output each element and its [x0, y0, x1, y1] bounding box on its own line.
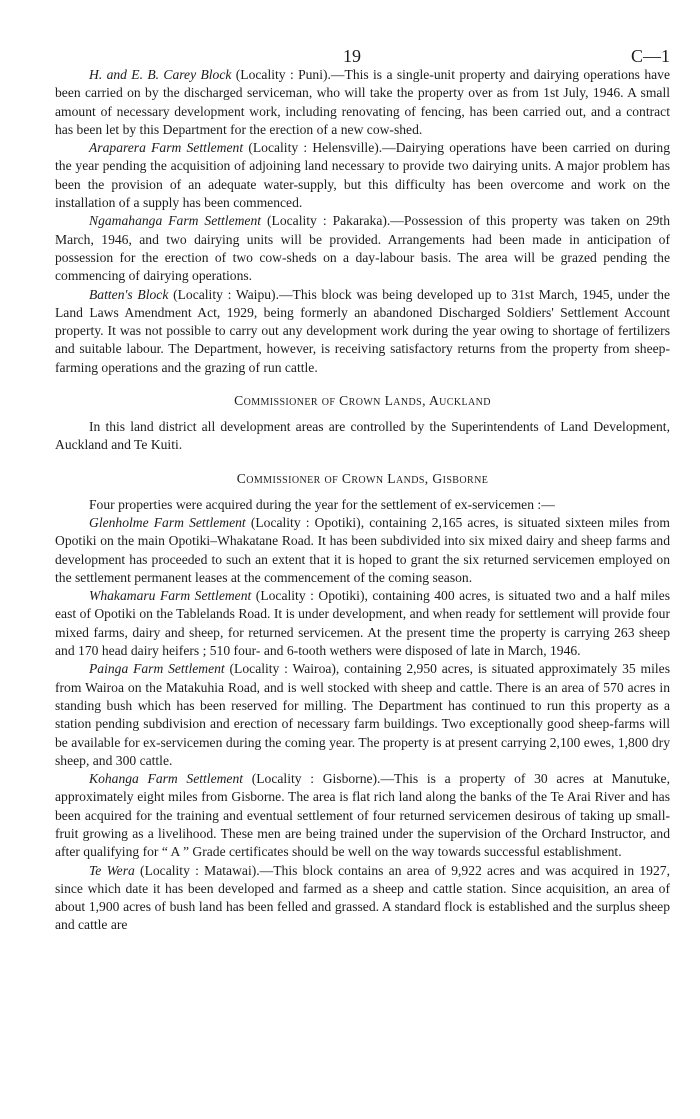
- paragraph-title: Whakamaru Farm Settlement: [89, 588, 252, 604]
- paragraph-carey-block: [55, 66, 670, 139]
- paragraph-body: (Locality : Helensville).—Dairying operations have been carried on during the year pending the acquisition of adjoining land necessary to provide two dairying units. A major problem has been the provision of an adequate water-supply, but this difficulty has been overcome and work on the installation of a supply has been commenced.: [55, 140, 671, 211]
- paragraph-body: (Locality : Wairoa), containing 2,950 acres, is situated approximately 35 miles from Wairoa on the Matakuhia Road, and is well stocked with sheep and cattle. There is an area of 570 acres in standing bush which has been reserved for milling. The Department has continued to run this property as a station pending subdivision and erection of necessary farm buildings. Two exceptionally good sheep-farms will be available for ex-servicemen during the coming year. The property is at present carrying 2,100 ewes, 1,800 dry sheep, and 300 cattle.: [55, 661, 670, 768]
- paragraph-body: (Locality : Matawai).—This block contains an area of 9,922 acres and was acquired in 1927, since which date it has been developed and farmed as a sheep and cattle station. Since acquisition, an area of about 1,900 acres of bush land has been felled and grassed. A standard flock is established and the surplus sheep and cattle are: [55, 862, 670, 933]
- paragraph-title: Painga Farm Settlement: [89, 661, 225, 677]
- body-text: [55, 36, 670, 935]
- section-heading-gisborne: Commissioner of Crown Lands, Gisborne: [236, 470, 489, 486]
- paragraph-painga: [55, 660, 670, 770]
- paragraph-battens-block: [55, 286, 670, 377]
- paragraph-whakamaru: [55, 587, 670, 660]
- paragraph-body: (Locality : Pakaraka).—Possession of this property was taken on 29th March, 1946, and two dairying units will be provided. Arrangements had been made in anticipation of possession for the erection of two cow-sheds on a day-labour basis. The area will be grazed pending the commencing of dairying operations.: [55, 213, 670, 284]
- paragraph-title: Kohanga Farm Settlement: [89, 771, 244, 787]
- paragraph-body: (Locality : Puni).—This is a single-unit property and dairying operations have been carried on by the discharged serviceman, who will take the property over as from 1st July, 1946. A small amount of necessary development work, including renovating of fencing, has been carried out, and a contract has been let by this Department for the erection of a new cow-shed.: [55, 67, 670, 137]
- page-header: [55, 0, 670, 66]
- section-heading-auckland: Commissioner of Crown Lands, Auckland: [234, 393, 491, 409]
- paragraph-araparera: [55, 139, 670, 212]
- page-number: 19: [343, 46, 361, 66]
- paragraph-te-wera: [55, 862, 670, 935]
- document-reference: C—1: [630, 46, 670, 66]
- paragraph-title: Te Wera: [89, 862, 135, 878]
- paragraph-ngamahanga: [55, 212, 670, 285]
- paragraph-title: Batten's Block: [89, 286, 169, 302]
- paragraph-glenholme: [55, 514, 670, 587]
- paragraph-body: (Locality : Waipu).—This block was being developed up to 31st March, 1945, under the Land Laws Amendment Act, 1929, being formerly an abandoned Discharged Soldiers' Settlement Account property. It was not possible to carry out any development work during the year owing to shortage of fertilizers and suitable labour. The Department, however, is receiving satisfactory returns from the property from sheep-farming operations and the grazing of run cattle.: [55, 286, 670, 375]
- paragraph-body: (Locality : Gisborne).—This is a property of 30 acres at Manutuke, approximately eight miles from Gisborne. The area is flat rich land along the banks of the Te Arai River and has been acquired for the training and eventual settlement of four returned servicemen desirous of taking up small-fruit growing as a livelihood. These men are being trained under the supervision of the Orchard Instructor, and after qualifying for “ A ” Grade certificates should be well on the way towards successful establishment.: [55, 771, 670, 860]
- paragraph-title: H. and E. B. Carey Block: [89, 67, 232, 82]
- paragraph-title: Glenholme Farm Settlement: [89, 514, 246, 530]
- paragraph-title: Ngamahanga Farm Settlement: [89, 213, 262, 229]
- paragraph-gisborne-intro: Four properties were acquired during the year for the settlement of ex-servicemen :—: [89, 496, 555, 512]
- paragraph-body: (Locality : Opotiki), containing 2,165 acres, is situated sixteen miles from Opotiki on the main Opotiki–Whakatane Road. It has been subdivided into six mixed dairy and sheep farms and development has proceeded to such an extent that it is hoped to grant the six returned servicemen employed on the settlement permanent leases at the commencement of the coming season.: [55, 514, 670, 585]
- paragraph-kohanga: [55, 770, 670, 861]
- paragraph-body: (Locality : Opotiki), containing 400 acres, is situated two and a half miles east of Opotiki on the Tablelands Road. It is under development, and when ready for settlement will provide four mixed farms, dairy and sheep, for returned servicemen. At the present time the property is carrying 263 sheep and 170 head dairy heifers ; 510 four- and 6-tooth wethers were disposed of late in March, 1946.: [55, 588, 670, 659]
- paragraph-auckland: In this land district all development areas are controlled by the Superintendents of Land Development, Auckland and Te Kuiti.: [55, 419, 670, 453]
- paragraph-title: Araparera Farm Settlement: [89, 140, 244, 156]
